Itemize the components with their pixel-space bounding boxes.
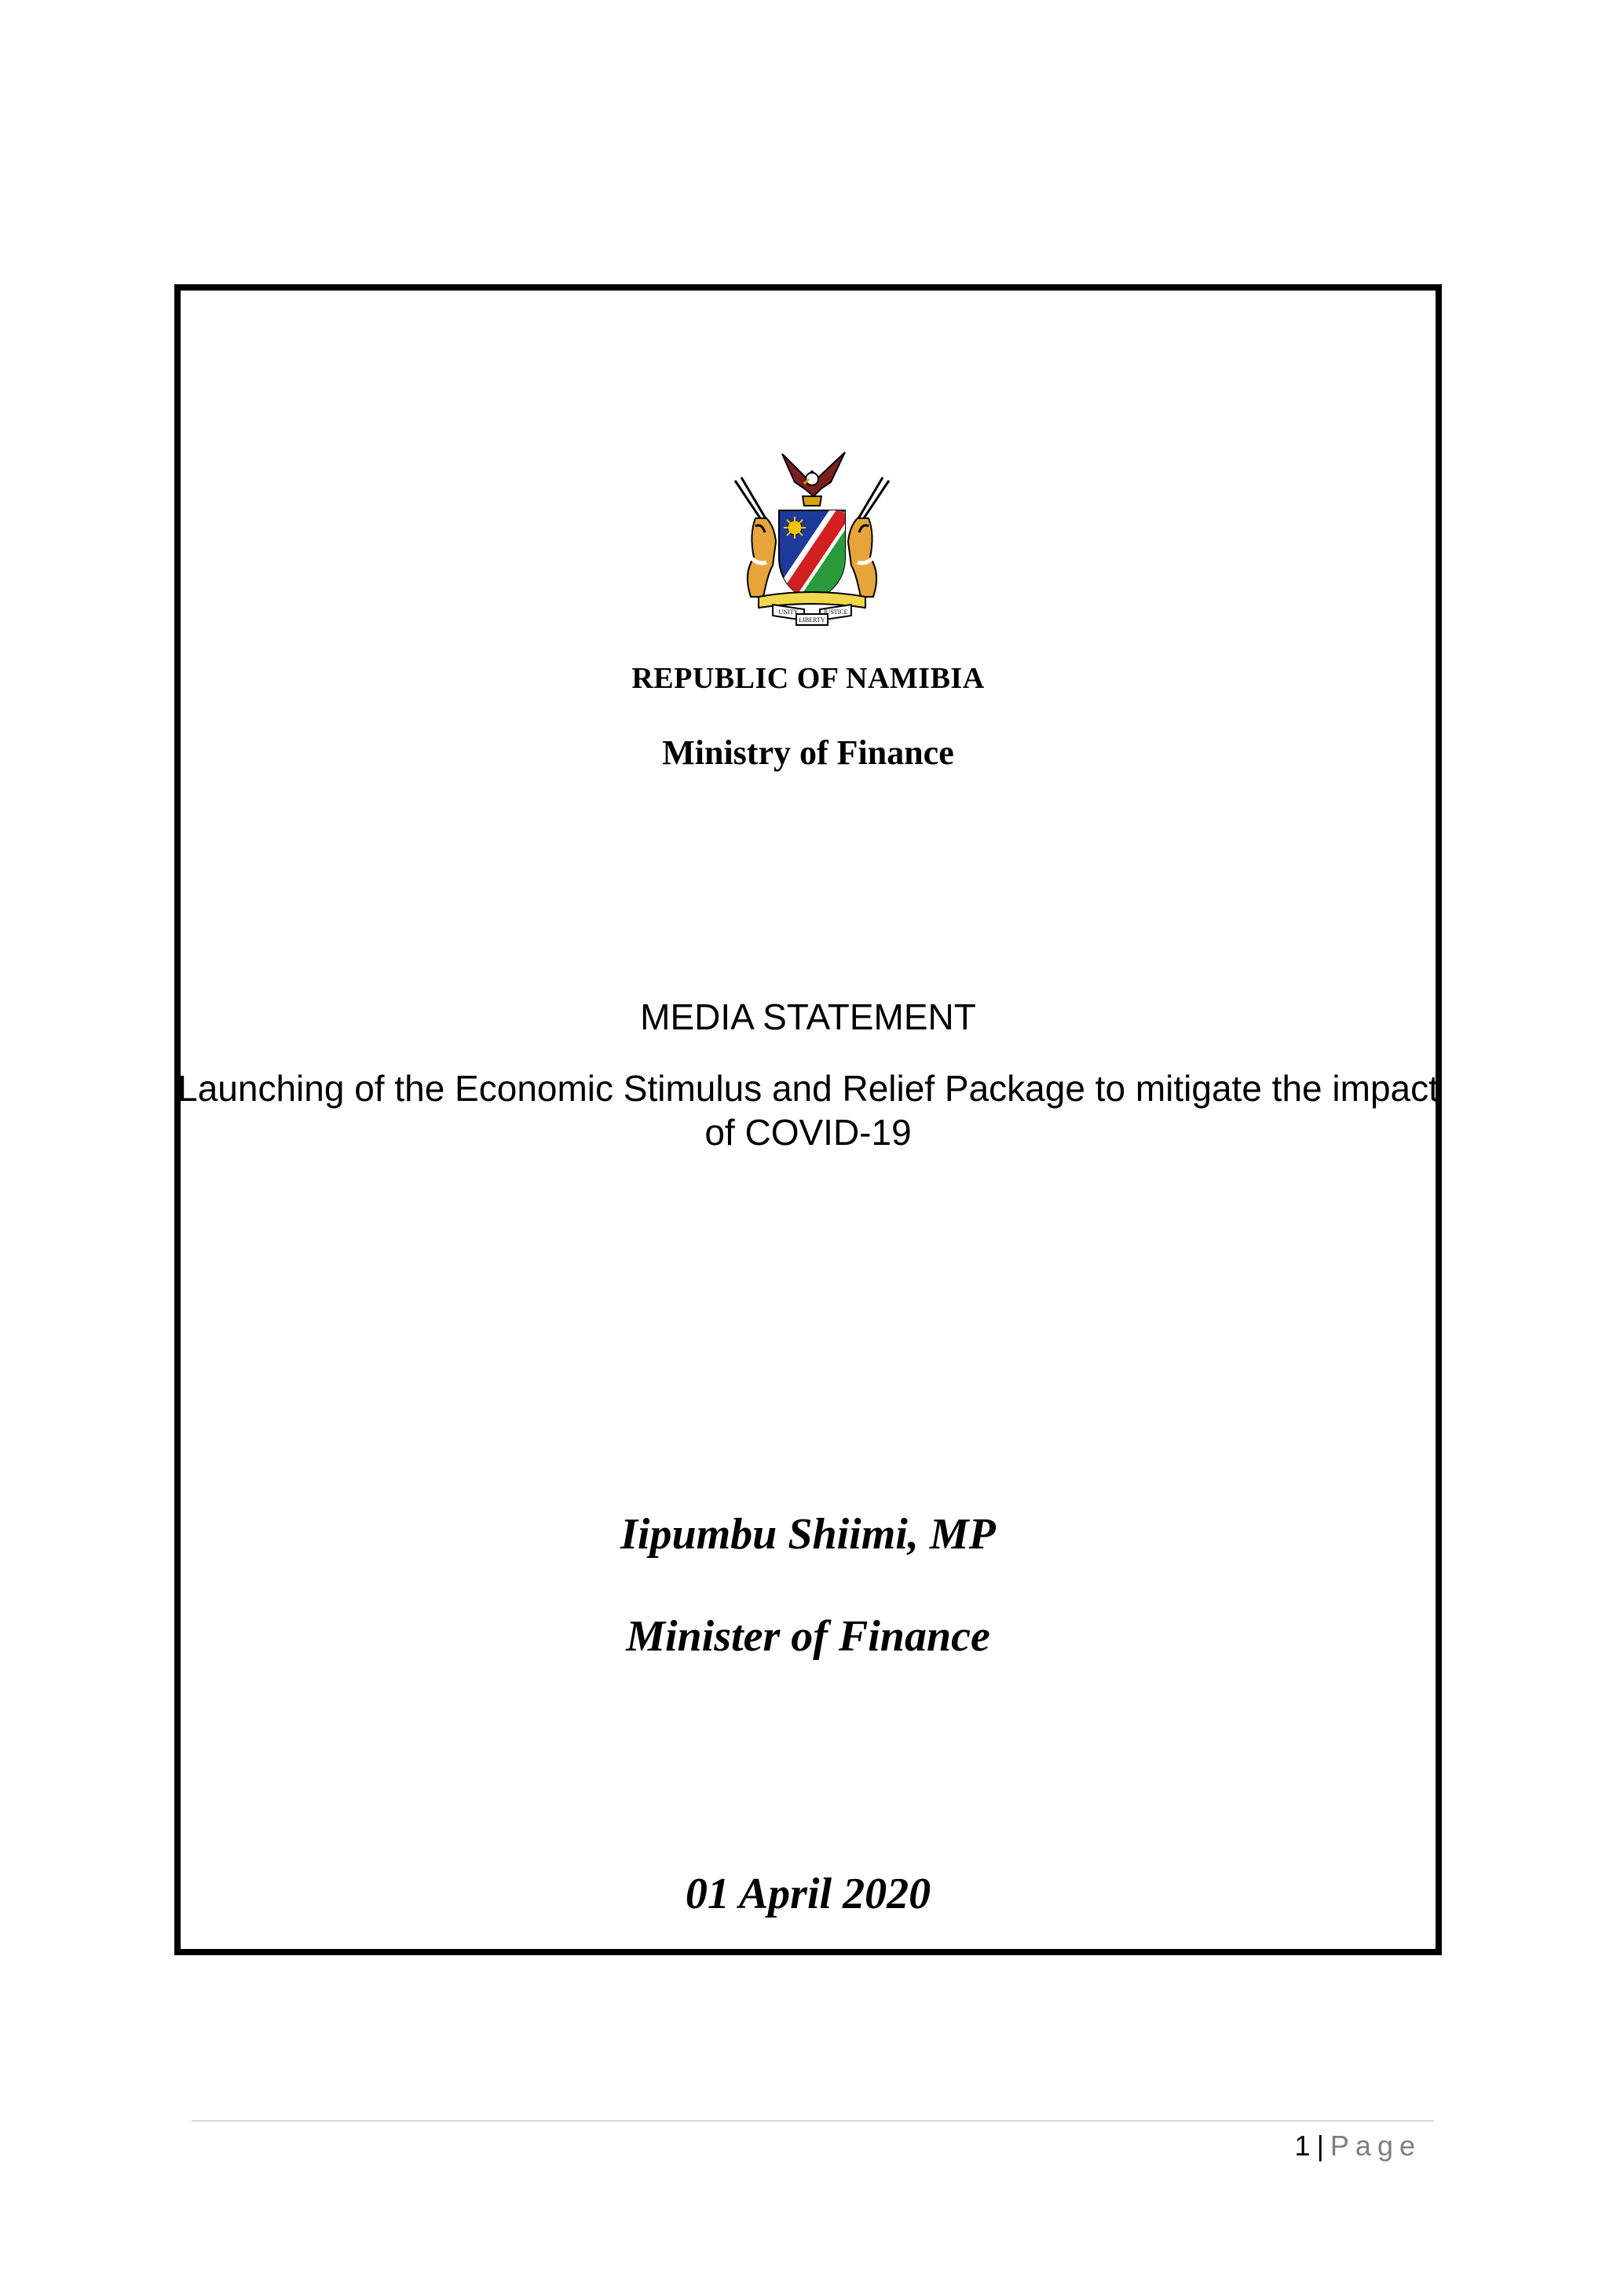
statement-date: 01 April 2020 (685, 1870, 931, 1918)
statement-label: MEDIA STATEMENT (640, 996, 976, 1037)
left-oryx-icon (735, 477, 776, 597)
page-label: Page (1330, 2130, 1421, 2162)
svg-text:UNITY: UNITY (778, 609, 799, 616)
page-footer (1295, 2130, 1421, 2163)
footer-separator: | (1316, 2130, 1324, 2162)
svg-text:JUSTICE: JUSTICE (823, 609, 848, 616)
svg-text:LIBERTY: LIBERTY (799, 616, 825, 623)
signatory-title: Minister of Finance (626, 1612, 990, 1661)
right-oryx-icon (848, 477, 889, 597)
eagle-icon (782, 452, 845, 506)
country-heading: REPUBLIC OF NAMIBIA (631, 662, 985, 695)
page-number: 1 (1294, 2130, 1311, 2162)
ministry-heading: Ministry of Finance (662, 733, 954, 772)
statement-title: Launching of the Economic Stimulus and Relief Package to mitigate the impact of COVID-19 (177, 1068, 1439, 1153)
signatory-name: Iipumbu Shiimi, MP (620, 1510, 996, 1559)
namibia-coat-of-arms-icon (727, 448, 897, 627)
footer-divider (192, 2120, 1434, 2122)
